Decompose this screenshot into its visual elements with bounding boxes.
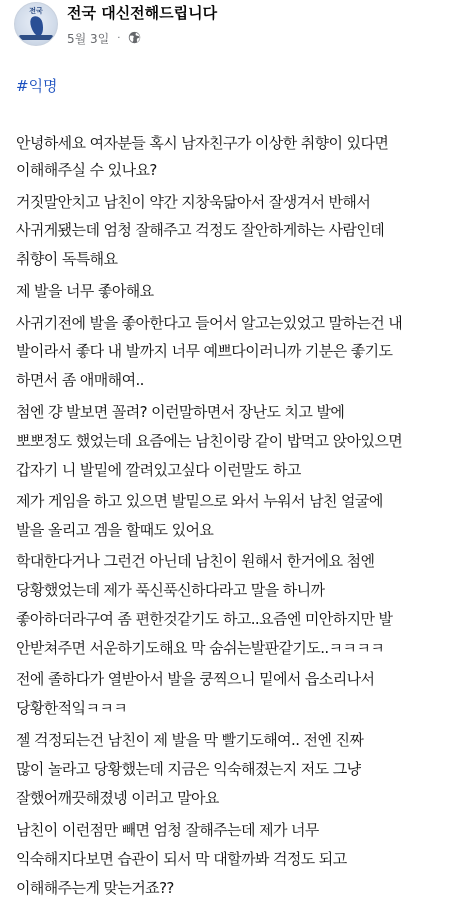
post-header (0, 0, 474, 60)
post-line: 거짓말안치고 남친이 약간 지창욱닮아서 잘생겨서 반해서 (16, 193, 371, 211)
post-line: 젤 걱정되는건 남친이 제 발을 막 빨기도해여.. 전엔 진짜 (16, 731, 364, 749)
post-line: 뽀뽀정도 했었는데 요즘에는 남친이랑 같이 밥먹고 앉아있으면 (16, 432, 403, 450)
post-line: 사귀게됐는데 엄청 잘해주고 걱정도 잘안하게하는 사람인데 (16, 221, 385, 239)
post-line: 안받쳐주면 서운하기도해요 막 숨쉬는발판같기도..ㅋㅋㅋㅋ (16, 639, 385, 657)
post-line: 당황한적잌ㅋㅋㅋ (16, 699, 128, 717)
post-line: 잘했어깨끗해졌넹 이러고 말아요 (16, 789, 219, 807)
post-line: 사귀기전에 발을 좋아한다고 들어서 알고는있었고 말하는건 내 (16, 314, 403, 332)
post-line: 하면서 좀 애매해여.. (16, 371, 144, 389)
post-line: 발이라서 좋다 내 발까지 너무 예쁘다이러니까 기분은 좋기도 (16, 342, 393, 360)
page-name[interactable]: 전국 대신전해드립니다 (67, 4, 218, 22)
post-line: 많이 놀라고 당황했는데 지금은 익숙해졌는지 저도 그냥 (16, 760, 361, 778)
post-line: 취향이 독특해요 (16, 250, 118, 268)
page-avatar[interactable] (14, 2, 58, 46)
hashtag-link[interactable]: #익명 (16, 77, 58, 95)
post-line: 학대한다거나 그런건 아닌데 남친이 원해서 한거에요 첨엔 (16, 552, 375, 570)
post-date[interactable]: 5월 3일 (67, 32, 110, 46)
post-line: 제 발을 너무 좋아해요 (16, 282, 154, 300)
post-line: 남친이 이런점만 빼면 엄청 잘해주는데 제가 너무 (16, 821, 319, 839)
post-line: 전에 졸하다가 열받아서 발을 쿵찍으니 밑에서 읍소리나서 (16, 670, 375, 688)
post-line: 제가 게임을 하고 있으면 발밑으로 와서 누워서 남친 얼굴에 (16, 492, 383, 510)
post-line: 안녕하세요 여자분들 혹시 남자친구가 이상한 취향이 있다면 (16, 134, 389, 152)
globe-icon (128, 31, 141, 47)
post-line: 좋아하더라구여 좀 편한것같기도 하고..요즘엔 미안하지만 발 (16, 610, 393, 628)
post-line: 당황했었는데 제가 푹신푹신하다라고 말을 하니까 (16, 581, 325, 599)
avatar-label: 전국 (29, 7, 43, 15)
post-line: 익숙해지다보면 습관이 되서 막 대할까봐 걱정도 되고 (16, 850, 347, 868)
post-meta (67, 30, 141, 47)
post-line: 발을 올리고 겜을 할때도 있어요 (16, 521, 214, 539)
post-line: 첨엔 걍 발보면 꼴려? 이런말하면서 장난도 치고 발에 (16, 403, 345, 421)
korea-map-icon (29, 15, 45, 37)
post-line: 이해해주실 수 있나요? (16, 161, 157, 179)
post-line: 갑자기 니 발밑에 깔려있고싶다 이런말도 하고 (16, 461, 301, 479)
post-line: 이해해주는게 맞는거죠?? (16, 879, 174, 897)
meta-separator: · (117, 33, 121, 44)
avatar-banner (19, 35, 53, 40)
